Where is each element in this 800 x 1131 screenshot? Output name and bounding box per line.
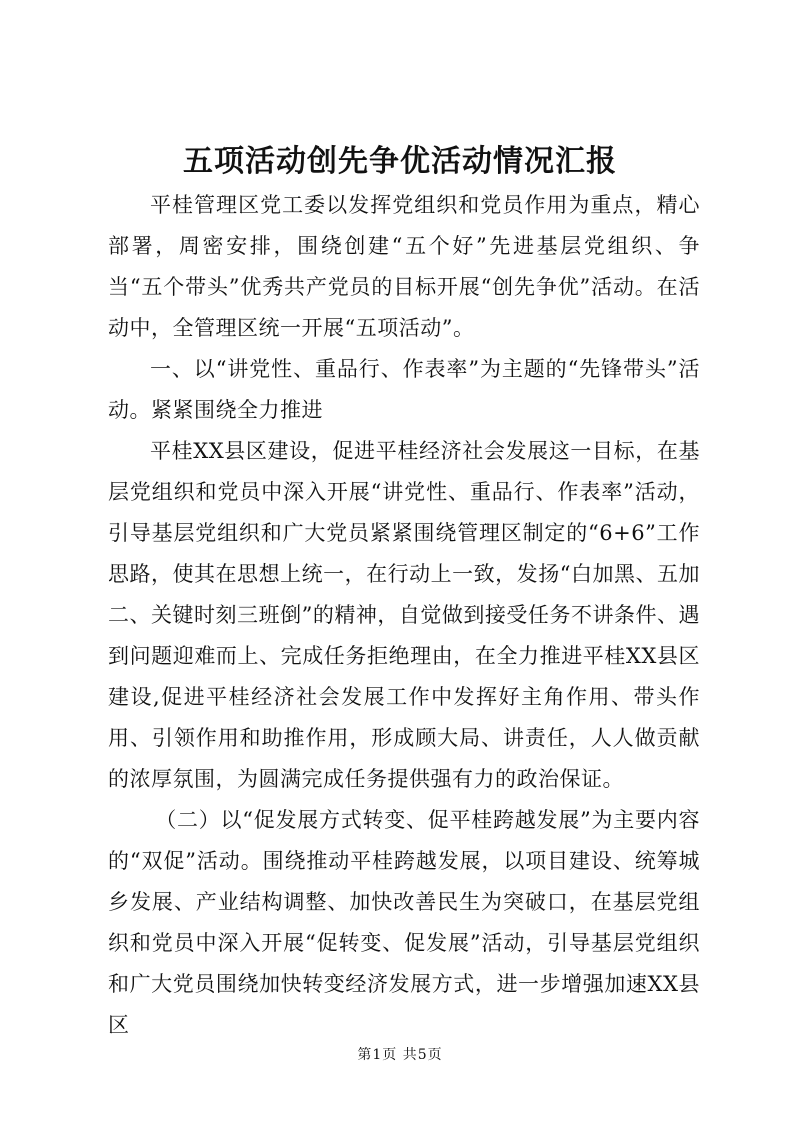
page-number-footer: 第1页 共5页 [357, 1047, 443, 1063]
document-title: 五项活动创先争优活动情况汇报 [183, 144, 617, 179]
intro-paragraph: 平桂管理区党工委以发挥党组织和党员作用为重点，精心部署，周密安排，围绕创建“五个好”先进基层党组织、争当“五个带头”优秀共产党员的目标开展“创先争优”活动。在活动中，全管理区统一开展“五项活动”。 [108, 193, 700, 340]
section-one-body-paragraph: 平桂XX县区建设，促进平桂经济社会发展这一目标，在基层党组织和党员中深入开展“讲党性、重品行、作表率”活动，引导基层党组织和广大党员紧紧围绕管理区制定的“6+6”工作思路，使其在思想上统一，在行动上一致，发扬“白加黑、五加二、关键时刻三班倒”的精神，自觉做到接受任务不讲条件、遇到问题迎难而上、完成任务拒绝理由，在全力推进平桂XX县区建设,促进平桂经济社会发展工作中发挥好主角作用、带头作用、引领作用和助推作用，形成顾大局、讲责任，人人做贡献的浓厚氛围，为圆满完成任务提供强有力的政治保证。 [108, 439, 700, 791]
section-one-heading-paragraph: 一、以“讲党性、重品行、作表率”为主题的“先锋带头”活动。紧紧围绕全力推进 [108, 357, 700, 422]
section-two-paragraph: （二）以“促发展方式转变、促平桂跨越发展”为主要内容的“双促”活动。围绕推动平桂跨越发展，以项目建设、统筹城乡发展、产业结构调整、加快改善民生为突破口，在基层党组织和党员中深入开展“促转变、促发展”活动，引导基层党组织和广大党员围绕加快转变经济发展方式，进一步增强加速XX县区 [108, 808, 700, 1037]
document-body [108, 185, 700, 1046]
